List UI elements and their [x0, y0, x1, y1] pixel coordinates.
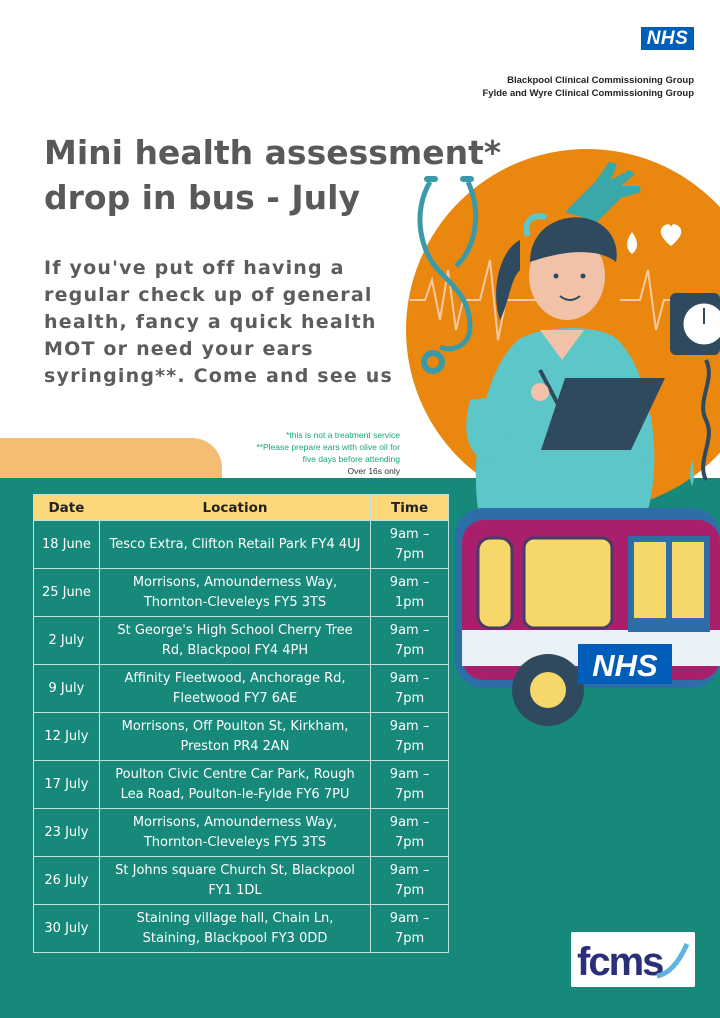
row-location	[99, 713, 370, 761]
location-line: Staining village hall, Chain Ln,	[136, 910, 334, 926]
table-row	[34, 809, 449, 857]
time-line: 7pm	[394, 930, 425, 946]
time-line: 9am –	[389, 814, 430, 830]
time-line: 9am –	[389, 526, 430, 542]
location-line: Thornton-Cleveleys FY5 3TS	[143, 594, 327, 610]
table-row	[34, 905, 449, 953]
time-line: 9am –	[389, 910, 430, 926]
title-line-2: drop in bus - July	[44, 178, 360, 217]
location-line: St George's High School Cherry Tree	[117, 622, 353, 638]
note-4: Over 16s only	[347, 466, 400, 476]
time-line: 9am –	[389, 766, 430, 782]
row-date: 9 July	[34, 665, 100, 713]
row-date: 2 July	[34, 617, 100, 665]
header-time: Time	[371, 495, 449, 521]
row-location	[99, 569, 370, 617]
nhs-logo: NHS	[641, 27, 694, 50]
time-line: 7pm	[394, 882, 425, 898]
row-date: 18 June	[34, 521, 100, 569]
row-location	[99, 761, 370, 809]
row-date: 26 July	[34, 857, 100, 905]
row-location	[99, 665, 370, 713]
location-line: FY1 1DL	[208, 882, 262, 898]
table-row	[34, 857, 449, 905]
note-3: five days before attending	[302, 454, 400, 464]
table-row	[34, 569, 449, 617]
time-line: 9am –	[389, 862, 430, 878]
schedule-table	[33, 494, 449, 953]
row-time	[371, 761, 449, 809]
location-line: Preston PR4 2AN	[180, 738, 290, 754]
location-line: Morrisons, Amounderness Way,	[132, 574, 338, 590]
note-1: *this is not a treatment service	[286, 430, 400, 440]
intro-text: If you've put off having a regular check up of general health, fancy a quick health MOT or need your ears syringing**. Come and see us	[44, 257, 394, 387]
time-line: 9am –	[389, 622, 430, 638]
time-line: 7pm	[394, 690, 425, 706]
time-line: 9am –	[389, 670, 430, 686]
header-date: Date	[34, 495, 100, 521]
time-line: 1pm	[394, 594, 425, 610]
header-location: Location	[99, 495, 370, 521]
location-line: Lea Road, Poulton-le-Fylde FY6 7PU	[120, 786, 350, 802]
row-location	[99, 521, 370, 569]
row-time	[371, 905, 449, 953]
table-row	[34, 617, 449, 665]
table-row	[34, 665, 449, 713]
row-date: 23 July	[34, 809, 100, 857]
row-location	[99, 905, 370, 953]
location-line: Fleetwood FY7 6AE	[172, 690, 298, 706]
location-line: Thornton-Cleveleys FY5 3TS	[143, 834, 327, 850]
row-time	[371, 569, 449, 617]
location-line: Affinity Fleetwood, Anchorage Rd,	[124, 670, 346, 686]
location-line: Staining, Blackpool FY3 0DD	[142, 930, 328, 946]
location-line: Morrisons, Amounderness Way,	[132, 814, 338, 830]
row-location	[99, 809, 370, 857]
time-line: 7pm	[394, 738, 425, 754]
time-line: 9am –	[389, 718, 430, 734]
ccg-blackpool: Blackpool Clinical Commissioning Group	[507, 75, 694, 86]
footnotes	[256, 429, 400, 477]
location-line: Rd, Blackpool FY4 4PH	[161, 642, 309, 658]
location-line: Morrisons, Off Poulton St, Kirkham,	[121, 718, 349, 734]
row-time	[371, 617, 449, 665]
fcms-logo-text: fcms	[577, 940, 663, 984]
row-location	[99, 617, 370, 665]
row-date: 17 July	[34, 761, 100, 809]
row-time	[371, 857, 449, 905]
table-body	[34, 521, 449, 953]
table-row	[34, 761, 449, 809]
time-line: 7pm	[394, 642, 425, 658]
row-time	[371, 809, 449, 857]
location-line: Tesco Extra, Clifton Retail Park FY4 4UJ	[109, 536, 361, 552]
bus-illustration	[455, 508, 720, 726]
row-time	[371, 665, 449, 713]
location-line: St Johns square Church St, Blackpool	[115, 862, 355, 878]
row-time	[371, 521, 449, 569]
time-line: 7pm	[394, 834, 425, 850]
ccg-fylde-wyre: Fylde and Wyre Clinical Commissioning Group	[482, 88, 694, 99]
row-location	[99, 857, 370, 905]
row-date: 25 June	[34, 569, 100, 617]
bus-nhs-label: NHS	[592, 648, 658, 683]
table-row	[34, 521, 449, 569]
table-row	[34, 713, 449, 761]
row-date: 30 July	[34, 905, 100, 953]
time-line: 7pm	[394, 786, 425, 802]
row-date: 12 July	[34, 713, 100, 761]
note-2: **Please prepare ears with olive oil for	[256, 442, 400, 452]
title-line-1: Mini health assessment*	[44, 133, 502, 172]
fcms-logo	[571, 932, 695, 987]
row-time	[371, 713, 449, 761]
time-line: 7pm	[394, 546, 425, 562]
time-line: 9am –	[389, 574, 430, 590]
page-title	[44, 130, 524, 220]
table-header-row	[34, 495, 449, 521]
location-line: Poulton Civic Centre Car Park, Rough	[115, 766, 355, 782]
